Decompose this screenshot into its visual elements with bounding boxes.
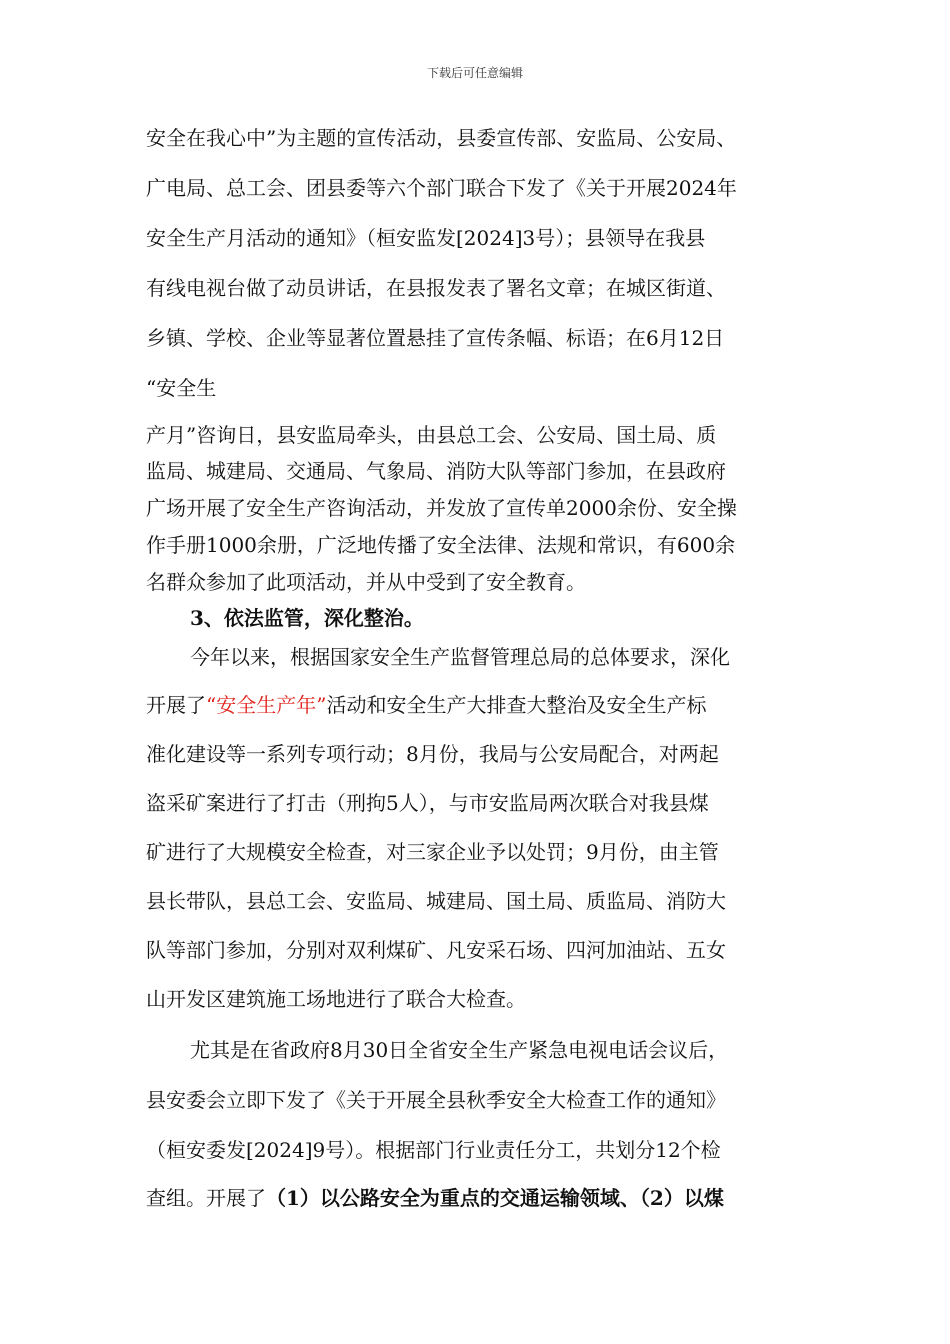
page-header: 下载后可任意编辑 <box>426 66 523 80</box>
text-line: 产月”咨询日，县安监局牵头，由县总工会、公安局、国土局、质 <box>146 423 717 447</box>
text-line: 广场开展了安全生产咨询活动，并发放了宣传单2000余份、安全操 <box>146 496 737 520</box>
text-line: 县长带队，县总工会、安监局、城建局、国土局、质监局、消防大 <box>146 889 726 913</box>
text-line: 县安委会立即下发了《关于开展全县秋季安全大检查工作的通知》 <box>146 1088 726 1112</box>
text-line: 名群众参加了此项活动，并从中受到了安全教育。 <box>146 570 586 594</box>
text-line: 队等部门参加，分别对双利煤矿、凡安采石场、四河加油站、五女 <box>146 938 726 962</box>
text-line: 安全生产月活动的通知》（桓安监发[2024]3号）；县领导在我县 <box>146 226 706 250</box>
highlighted-text: “安全生产年” <box>206 693 327 717</box>
bold-text: （1）以公路安全为重点的交通运输领域、（2）以煤 <box>266 1186 724 1210</box>
text-line: 作手册1000余册，广泛地传播了安全法律、法规和常识，有600余 <box>146 533 736 557</box>
text-line: 安全在我心中”为主题的宣传活动，县委宣传部、安监局、公安局、 <box>146 126 737 150</box>
text-line: 准化建设等一系列专项行动；8月份，我局与公安局配合，对两起 <box>146 742 719 766</box>
text-line: 有线电视台做了动员讲话，在县报发表了署名文章；在城区街道、 <box>146 276 726 300</box>
text-run: 查组。开展了 <box>146 1186 266 1210</box>
text-line: 盗采矿案进行了打击（刑拘5人），与市安监局两次联合对我县煤 <box>146 791 709 815</box>
text-line: 监局、城建局、交通局、气象局、消防大队等部门参加，在县政府 <box>146 459 726 483</box>
text-line: 尤其是在省政府8月30日全省安全生产紧急电视电话会议后， <box>190 1038 729 1062</box>
text-line: 今年以来，根据国家安全生产监督管理总局的总体要求，深化 <box>190 645 730 669</box>
text-line: 山开发区建筑施工场地进行了联合大检查。 <box>146 987 526 1011</box>
text-run: 活动和安全生产大排查大整治及安全生产标 <box>326 693 707 717</box>
text-run: 开展了 <box>146 693 206 717</box>
text-line: 乡镇、学校、企业等显著位置悬挂了宣传条幅、标语；在6月12日 <box>146 326 725 350</box>
text-line <box>146 693 806 717</box>
section-heading: 3、依法监管，深化整治。 <box>190 606 424 630</box>
text-line <box>146 1186 806 1210</box>
text-line: 矿进行了大规模安全检查，对三家企业予以处罚；9月份，由主管 <box>146 840 719 864</box>
text-line: （桓安委发[2024]9号）。根据部门行业责任分工，共划分12个检 <box>146 1138 721 1162</box>
text-line: “安全生 <box>146 376 217 400</box>
text-line: 广电局、总工会、团县委等六个部门联合下发了《关于开展2024年 <box>146 176 737 200</box>
